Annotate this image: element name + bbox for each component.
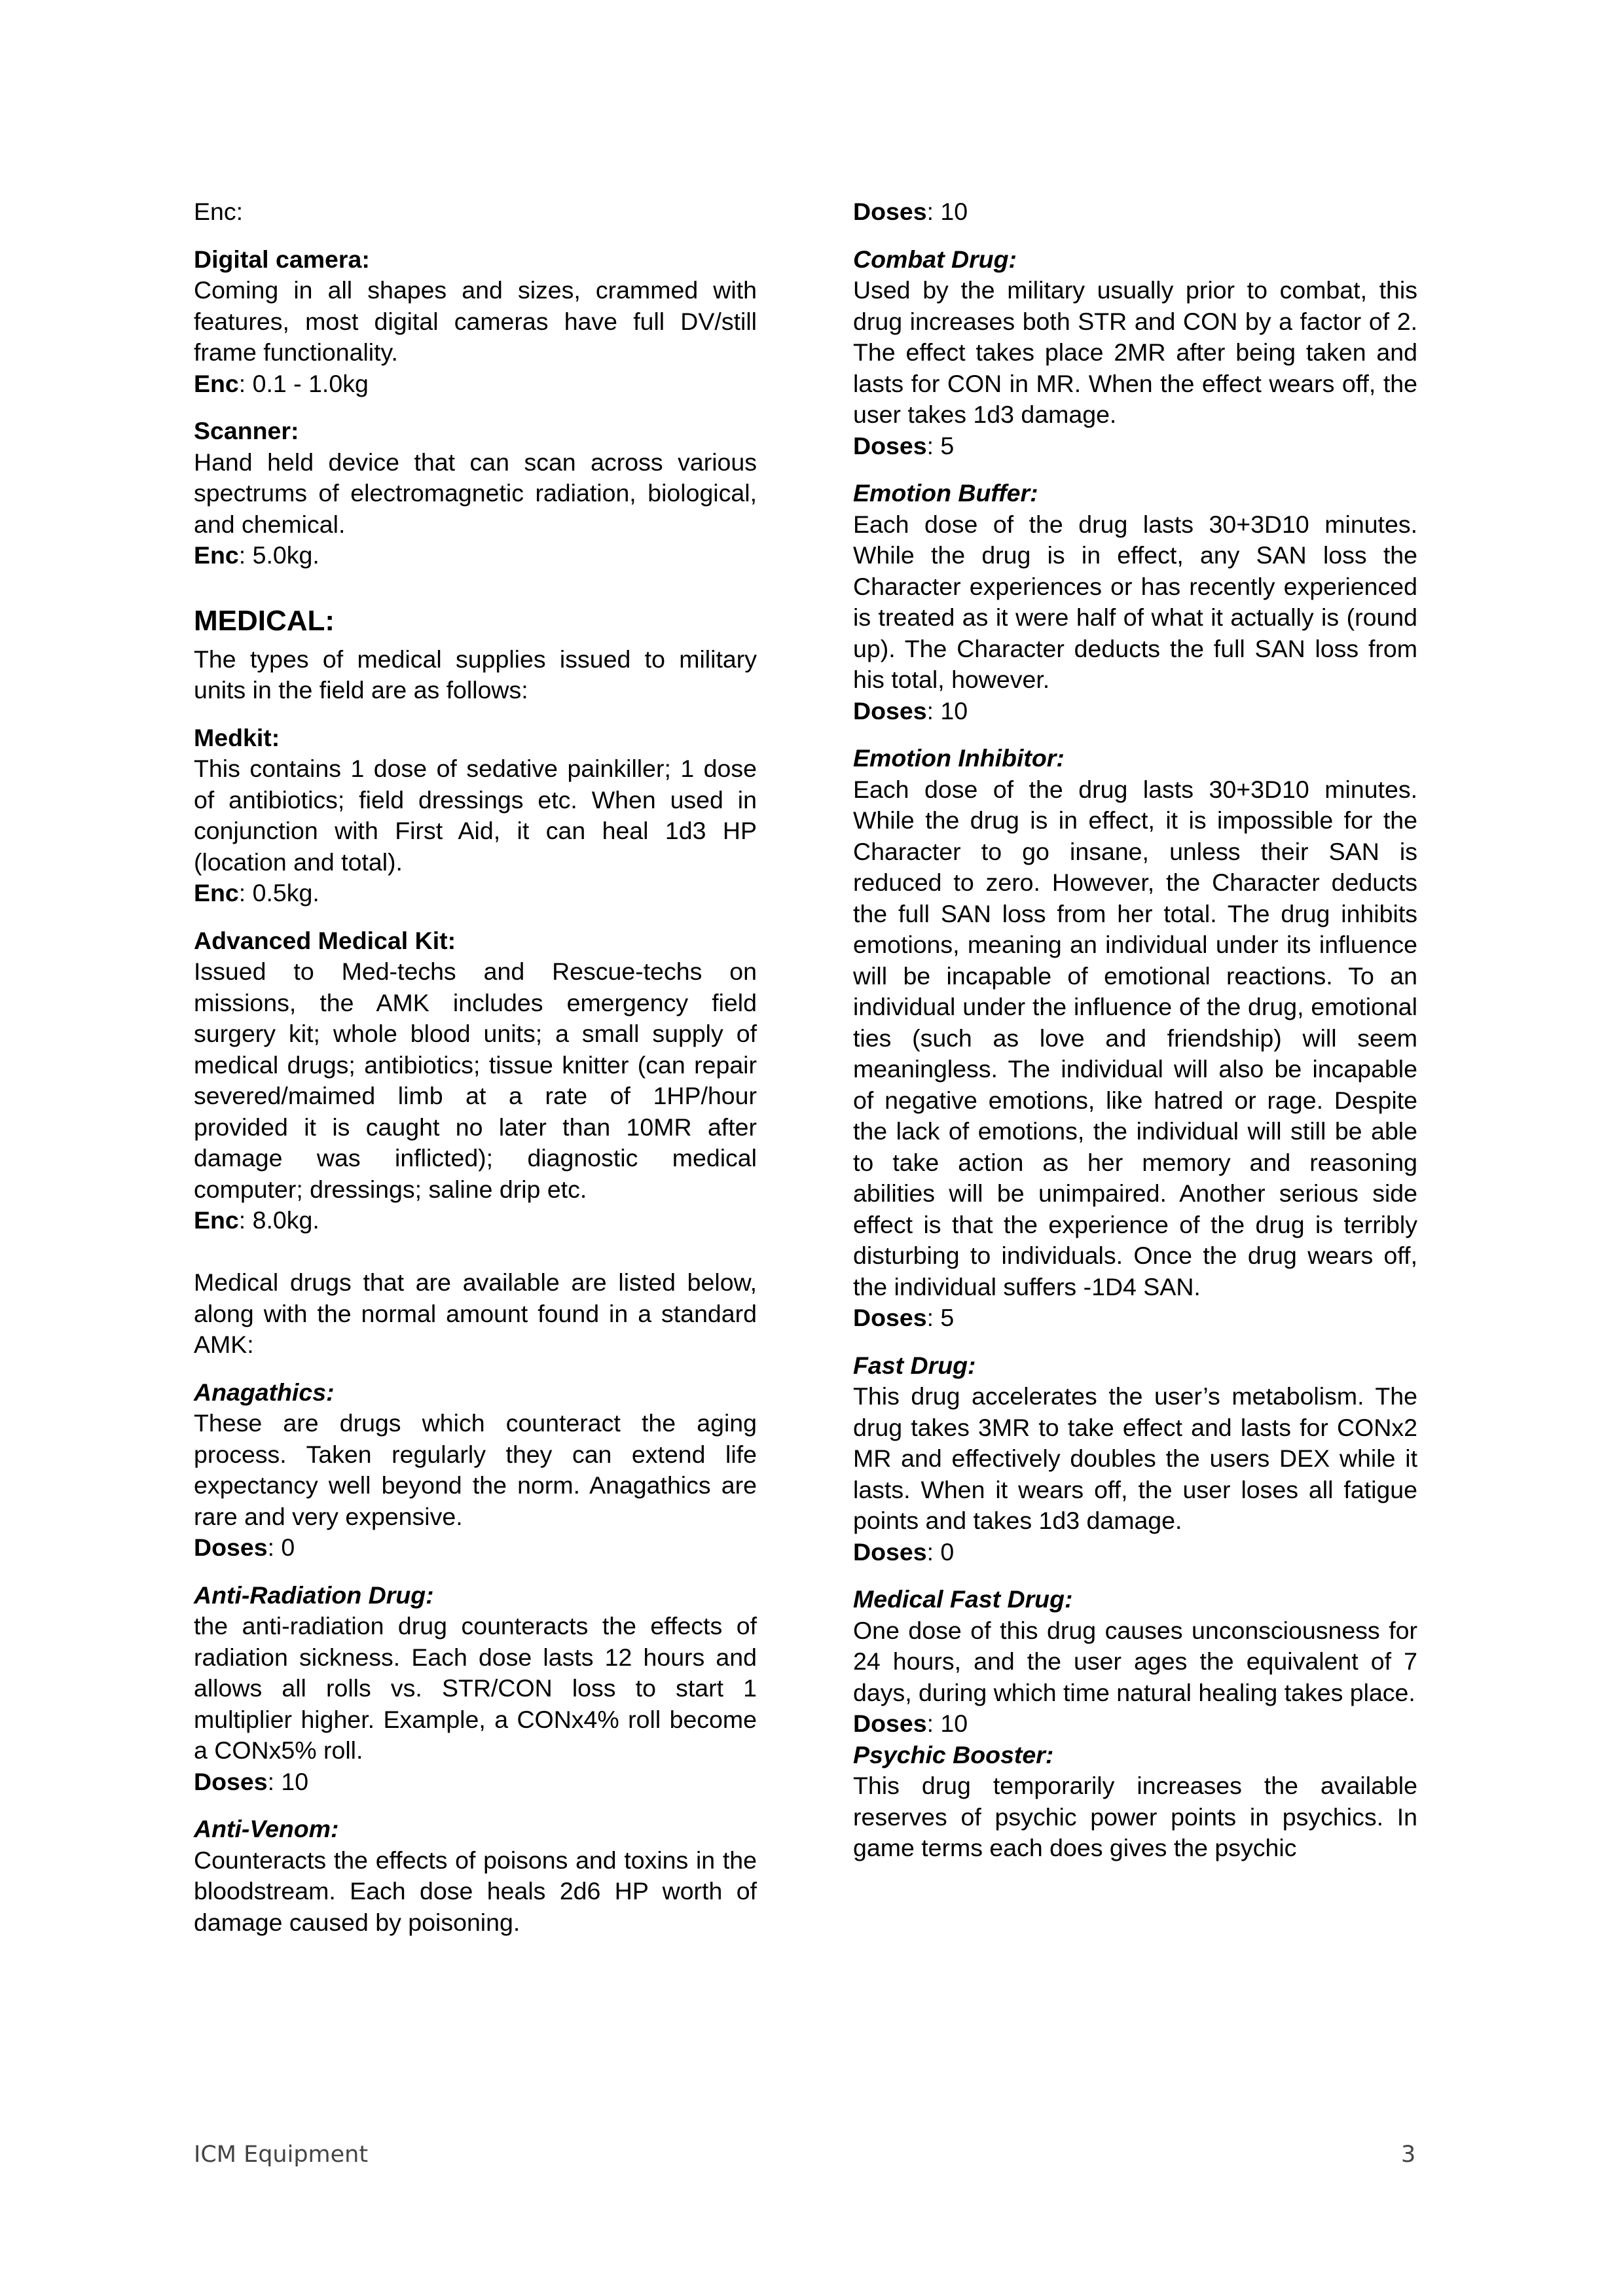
- entry-body: Issued to Med-techs and Rescue-techs on missions, the AMK includes emergency field surgery kit; whole blood units; a small supply of medical drugs; antibiotics; tissue knitter (can repair severed/maimed limb at a rate of 1HP/hour provided it is caught no later than 10MR after damage was inflicted); diagnostic medical computer; dressings; saline drip etc.: [194, 958, 757, 1203]
- doses-label: Doses: [194, 1767, 268, 1795]
- doses-value: [853, 196, 1417, 228]
- fast-drug-entry: [853, 1350, 1417, 1568]
- emotion-buffer-entry: [853, 478, 1417, 726]
- entry-body: Coming in all shapes and sizes, crammed with features, most digital cameras have full DV/still frame functionality.: [194, 276, 757, 366]
- medical-fast-drug-entry: [853, 1584, 1417, 1740]
- doses-amount: : 10: [926, 1710, 968, 1737]
- doses-value: [853, 1537, 1417, 1568]
- doses-value: [194, 1767, 757, 1798]
- doses-label: Doses: [853, 431, 927, 459]
- enc-label: Enc: [194, 879, 239, 906]
- entry-title: Advanced Medical Kit:: [194, 926, 456, 954]
- entry-title: Anti-Radiation Drug:: [194, 1581, 434, 1609]
- enc-amount: : 8.0kg.: [238, 1206, 319, 1234]
- doses-label: Doses: [853, 696, 927, 725]
- doses-label: Doses: [853, 1710, 927, 1737]
- right-column: [853, 196, 1417, 1864]
- medkit-entry: [194, 723, 757, 909]
- emotion-inhibitor-entry: [853, 743, 1417, 1334]
- enc-amount: : 0.1 - 1.0kg: [238, 369, 369, 397]
- doses-amount: : 10: [926, 696, 968, 725]
- enc-value: [194, 1205, 757, 1236]
- anti-radiation-entry: [194, 1580, 757, 1798]
- enc-label: Enc: [194, 541, 239, 569]
- scanner-entry: [194, 416, 757, 571]
- enc-amount: : 0.5kg.: [238, 879, 319, 906]
- doses-value: [853, 1302, 1417, 1334]
- doses-value: [853, 431, 1417, 462]
- entry-title: Digital camera:: [194, 245, 370, 273]
- entry-title: Anagathics:: [194, 1378, 335, 1406]
- entry-body: This contains 1 dose of sedative painkiller; 1 dose of antibiotics; field dressings etc. When used in conjunction with First Aid, it can heal 1d3 HP (location and total).: [194, 755, 757, 876]
- left-column: [194, 196, 757, 1938]
- doses-amount: : 10: [267, 1767, 309, 1795]
- combat-drug-entry: [853, 244, 1417, 462]
- entry-body: the anti-radiation drug counteracts the effects of radiation sickness. Each dose lasts 12 hours and allows all rolls vs. STR/CON loss to start 1 multiplier higher. Example, a CONx4% roll become a CONx5% roll.: [194, 1612, 757, 1764]
- anti-venom-entry: [194, 1814, 757, 1938]
- entry-title: Medkit:: [194, 723, 280, 751]
- enc-amount: : 5.0kg.: [238, 541, 319, 569]
- doses-amount: : 0: [267, 1534, 295, 1561]
- entry-body: Hand held device that can scan across various spectrums of electromagnetic radiation, biological, and chemical.: [194, 448, 757, 538]
- enc-line: Enc:: [194, 198, 244, 225]
- entry-title: Psychic Booster:: [853, 1740, 1054, 1768]
- entry-body: Each dose of the drug lasts 30+3D10 minutes. While the drug is in effect, it is impossible for the Character to go insane, unless their SAN is reduced to zero. However, the Character deducts the full SAN loss from her total. The drug inhibits emotions, meaning an individual under its influence will be incapable of emotional reactions. To an individual under the influence of the drug, emotional ties (such as love and friendship) will seem meaningless. The individual will also be incapable of negative emotions, like hatred or rage. Despite the lack of emotions, the individual will still be able to take action as her memory and reasoning abilities will be unimpaired. Another serious side effect is that the experience of the drug is terribly disturbing to individuals. Once the drug wears off, the individual suffers -1D4 SAN.: [853, 775, 1417, 1300]
- enc-value: [194, 540, 757, 571]
- doses-label: Doses: [853, 1537, 927, 1566]
- entry-body: These are drugs which counteract the aging process. Taken regularly they can extend life expectancy well beyond the norm. Anagathics are rare and very expensive.: [194, 1409, 757, 1530]
- entry-body: Used by the military usually prior to combat, this drug increases both STR and CON by a factor of 2. The effect takes place 2MR after being taken and lasts for CON in MR. When the effect wears off, the user takes 1d3 damage.: [853, 276, 1417, 428]
- entry-body: One dose of this drug causes unconsciousness for 24 hours, and the user ages the equivalent of 7 days, during which time natural healing takes place.: [853, 1616, 1417, 1706]
- entry-title: Combat Drug:: [853, 245, 1017, 273]
- entry-title: Emotion Buffer:: [853, 479, 1038, 507]
- anagathics-entry: [194, 1377, 757, 1564]
- entry-body: Counteracts the effects of poisons and toxins in the bloodstream. Each dose heals 2d6 HP worth of damage caused by poisoning.: [194, 1846, 757, 1936]
- advanced-medical-kit-entry: [194, 925, 757, 1236]
- drugs-intro: Medical drugs that are available are listed below, along with the normal amount found in a standard AMK:: [194, 1268, 757, 1358]
- entry-body: This drug temporarily increases the available reserves of psychic power points in psychics. In game terms each does gives the psychic: [853, 1772, 1417, 1861]
- enc-value: [194, 878, 757, 909]
- entry-title: Emotion Inhibitor:: [853, 744, 1065, 772]
- doses-amount: : 0: [926, 1537, 955, 1566]
- entry-body: This drug accelerates the user’s metabolism. The drug takes 3MR to take effect and lasts for CONx2 MR and effectively doubles the users DEX while it lasts. When it wears off, the user loses all fatigue points and takes 1d3 damage.: [853, 1382, 1417, 1534]
- doses-amount: : 5: [926, 431, 955, 459]
- doses-value: [853, 696, 1417, 727]
- doses-value: [194, 1532, 757, 1564]
- doses-label: Doses: [194, 1534, 268, 1561]
- medical-intro: The types of medical supplies issued to military units in the field are as follows:: [194, 645, 757, 704]
- page-number: 3: [1401, 2142, 1416, 2168]
- enc-label: Enc: [194, 369, 239, 397]
- entry-title: Medical Fast Drug:: [853, 1585, 1073, 1613]
- footer-title: ICM Equipment: [194, 2142, 369, 2168]
- entry-title: Anti-Venom:: [194, 1815, 339, 1842]
- entry-title: Fast Drug:: [853, 1351, 976, 1379]
- doses-label: Doses: [853, 198, 927, 225]
- doses-amount: : 10: [926, 198, 968, 225]
- entry-body: Each dose of the drug lasts 30+3D10 minutes. While the drug is in effect, any SAN loss the Character experiences or has recently experienced is treated as it were half of what it actually is (round up). The Character deducts the full SAN loss from his total, however.: [853, 510, 1417, 693]
- entry-title: Scanner:: [194, 417, 299, 444]
- doses-label: Doses: [853, 1304, 927, 1331]
- psychic-booster-entry: [853, 1740, 1417, 1864]
- digital-camera-entry: [194, 244, 757, 400]
- doses-value: [853, 1708, 1417, 1740]
- doses-amount: : 5: [926, 1304, 955, 1331]
- medical-heading: MEDICAL:: [194, 604, 335, 637]
- enc-label: Enc: [194, 1206, 239, 1234]
- enc-value: [194, 368, 757, 400]
